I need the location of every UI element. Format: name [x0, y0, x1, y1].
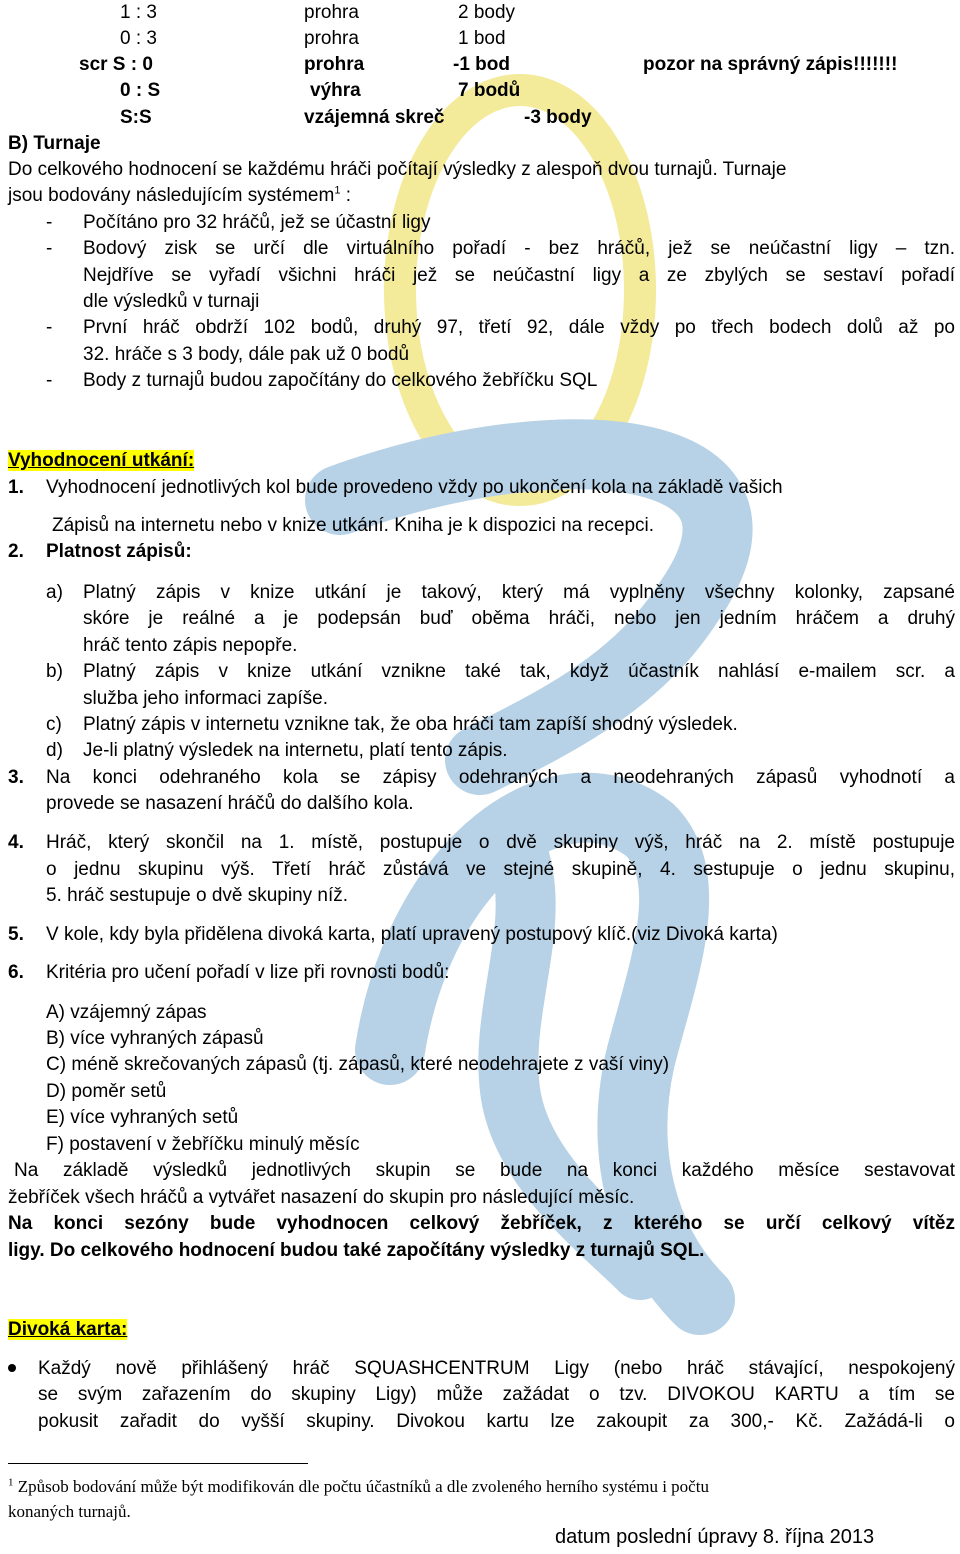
- criteria-item: D) poměr setů: [46, 1081, 167, 1102]
- footnote-number: 1: [8, 1476, 14, 1489]
- list-dash: -: [46, 370, 53, 391]
- footnote-text: Způsob bodování může být modifikován dle počtu účastníků a dle zvoleného herního systému i počtu: [13, 1477, 709, 1496]
- evaluation-heading: [8, 450, 194, 472]
- wildcard-line: pokusit zařadit do vyšší skupiny. Divokou kartu lze zakoupit za 300,- Kč. Zažádá-li o: [38, 1411, 955, 1432]
- footnote-line: [8, 1476, 709, 1498]
- criteria-item: F) postavení v žebříčku minulý měsíc: [46, 1134, 360, 1155]
- item-text: Zápisů na internetu nebo v knize utkání. Kniha je k dispozici na recepci.: [52, 515, 655, 536]
- season-ranking-line: ligy. Do celkového hodnocení budou také započítány výsledky z turnajů SQL.: [8, 1240, 705, 1261]
- sub-item-label: c): [46, 714, 62, 735]
- points-cell: 2 body: [458, 2, 516, 23]
- wildcard-heading: [8, 1319, 127, 1341]
- list-item-line: Nejdříve se vyřadí všichni hráči jež se neúčastní ligy a ze zbylých se sestaví pořadí: [83, 265, 955, 286]
- intro-text: jsou bodovány následujícím systémem: [8, 185, 335, 206]
- last-update-date: datum poslední úpravy 8. října 2013: [555, 1526, 875, 1548]
- list-dash: -: [46, 317, 53, 338]
- note-cell: pozor na správný zápis!!!!!!!: [643, 54, 898, 75]
- item-text: provede se nasazení hráčů do dalšího kola.: [46, 793, 414, 814]
- list-item-line: Body z turnajů budou započítány do celkového žebříčku SQL: [83, 370, 598, 391]
- tournaments-heading: B) Turnaje: [8, 133, 101, 154]
- item-title: Platnost zápisů:: [46, 541, 192, 562]
- sub-item-line: skóre je reálné a je podepsán buď oběma hráči, nebo jen jedním hráčem a druhý: [83, 608, 955, 629]
- sub-item-line: služba jeho informaci zapíše.: [83, 688, 329, 709]
- item-text: 5. hráč sestupuje o dvě skupiny níž.: [46, 885, 349, 906]
- points-cell: -1 bod: [453, 54, 510, 75]
- wildcard-heading-text: Divoká karta:: [8, 1319, 128, 1340]
- item-number: 6.: [8, 962, 24, 983]
- list-item-line: 32. hráče s 3 body, dále pak už 0 bodů: [83, 344, 410, 365]
- item-number: 3.: [8, 767, 24, 788]
- sub-item-line: Platný zápis v knize utkání je takový, který má vyplněny všechny kolonky, zapsané: [83, 582, 955, 603]
- score-cell: 0 : 3: [120, 28, 157, 49]
- points-cell: 7 bodů: [458, 80, 521, 101]
- sub-item-label: d): [46, 740, 63, 761]
- criteria-item: E) více vyhraných setů: [46, 1107, 239, 1128]
- score-cell: 1 : 3: [120, 2, 157, 23]
- list-dash: -: [46, 212, 53, 233]
- tournaments-intro-line: [8, 185, 351, 207]
- points-cell: 1 bod: [458, 28, 506, 49]
- list-dash: -: [46, 238, 53, 259]
- list-item-line: dle výsledků v turnaji: [83, 291, 260, 312]
- bullet-icon: [8, 1364, 16, 1372]
- sub-item-label: a): [46, 582, 63, 603]
- list-item-line: Počítáno pro 32 hráčů, jež se účastní ligy: [83, 212, 431, 233]
- points-cell: -3 body: [524, 107, 592, 128]
- item-text: o jednu skupinu výš. Třetí hráč zůstává ve stejné skupině, 4. sestupuje o jednu skupinu,: [46, 859, 955, 880]
- list-item-line: Bodový zisk se určí dle virtuálního pořadí - bez hráčů, jež se neúčastní ligy – tzn.: [83, 238, 955, 259]
- result-cell: prohra: [304, 2, 359, 23]
- monthly-ranking-line: Na základě výsledků jednotlivých skupin se bude na konci každého měsíce sestavovat: [14, 1160, 955, 1181]
- sub-item-line: Je-li platný výsledek na internetu, platí tento zápis.: [83, 740, 508, 761]
- score-cell: 0 : S: [120, 80, 161, 101]
- sub-item-line: Platný zápis v internetu vznikne tak, že oba hráči tam zapíší shodný výsledek.: [83, 714, 738, 735]
- item-text: Hráč, který skončil na 1. místě, postupuje o dvě skupiny výš, hráč na 2. místě postupuje: [46, 832, 955, 853]
- monthly-ranking-line: žebříček všech hráčů a vytvářet nasazení do skupin pro následující měsíc.: [8, 1187, 635, 1208]
- score-cell: S:S: [120, 107, 152, 128]
- item-text: Na konci odehraného kola se zápisy odehraných a neodehraných zápasů vyhodnotí a: [46, 767, 955, 788]
- wildcard-line: Každý nově přihlášený hráč SQUASHCENTRUM Ligy (nebo hráč stávající, nespokojený: [38, 1358, 955, 1379]
- wildcard-line: se svým zařazením do skupiny Ligy) může zažádat o tzv. DIVOKOU KARTU a tím se: [38, 1384, 955, 1405]
- item-number: 2.: [8, 541, 24, 562]
- criteria-item: C) méně skrečovaných zápasů (tj. zápasů, které neodehrajete z vaší viny): [46, 1054, 670, 1075]
- item-text: Kritéria pro učení pořadí v lize při rovnosti bodů:: [46, 962, 450, 983]
- evaluation-heading-text: Vyhodnocení utkání:: [8, 450, 195, 471]
- result-cell: prohra: [304, 28, 359, 49]
- criteria-item: A) vzájemný zápas: [46, 1002, 207, 1023]
- item-number: 1.: [8, 477, 24, 498]
- item-text: Vyhodnocení jednotlivých kol bude provedeno vždy po ukončení kola na základě vašich: [46, 477, 783, 498]
- sub-item-label: b): [46, 661, 63, 682]
- criteria-item: B) více vyhraných zápasů: [46, 1028, 264, 1049]
- result-cell: výhra: [310, 80, 361, 101]
- footnote-line: konaných turnajů.: [8, 1502, 131, 1521]
- tournaments-intro-line: Do celkového hodnocení se každému hráči počítají výsledky z alespoň dvou turnajů. Turnaje: [8, 159, 787, 180]
- item-text: V kole, kdy byla přidělena divoká karta, platí upravený postupový klíč.(viz Divoká karta): [46, 924, 778, 945]
- footnote-ref[interactable]: 1: [334, 184, 341, 197]
- result-cell: prohra: [304, 54, 365, 75]
- item-number: 4.: [8, 832, 24, 853]
- list-item-line: První hráč obdrží 102 bodů, druhý 97, třetí 92, dále vždy po třech bodech dolů až po: [83, 317, 955, 338]
- intro-text-end: :: [340, 185, 352, 206]
- item-number: 5.: [8, 924, 24, 945]
- season-ranking-line: Na konci sezóny bude vyhodnocen celkový žebříček, z kterého se určí celkový vítěz: [8, 1213, 955, 1234]
- sub-item-line: hráč tento zápis nepopře.: [83, 635, 298, 656]
- footnote-separator: [8, 1463, 308, 1464]
- score-cell: scr S : 0: [79, 54, 153, 75]
- result-cell: vzájemná skreč: [304, 107, 445, 128]
- sub-item-line: Platný zápis v knize utkání vznikne také tak, když účastník nahlásí e-mailem scr. a: [83, 661, 955, 682]
